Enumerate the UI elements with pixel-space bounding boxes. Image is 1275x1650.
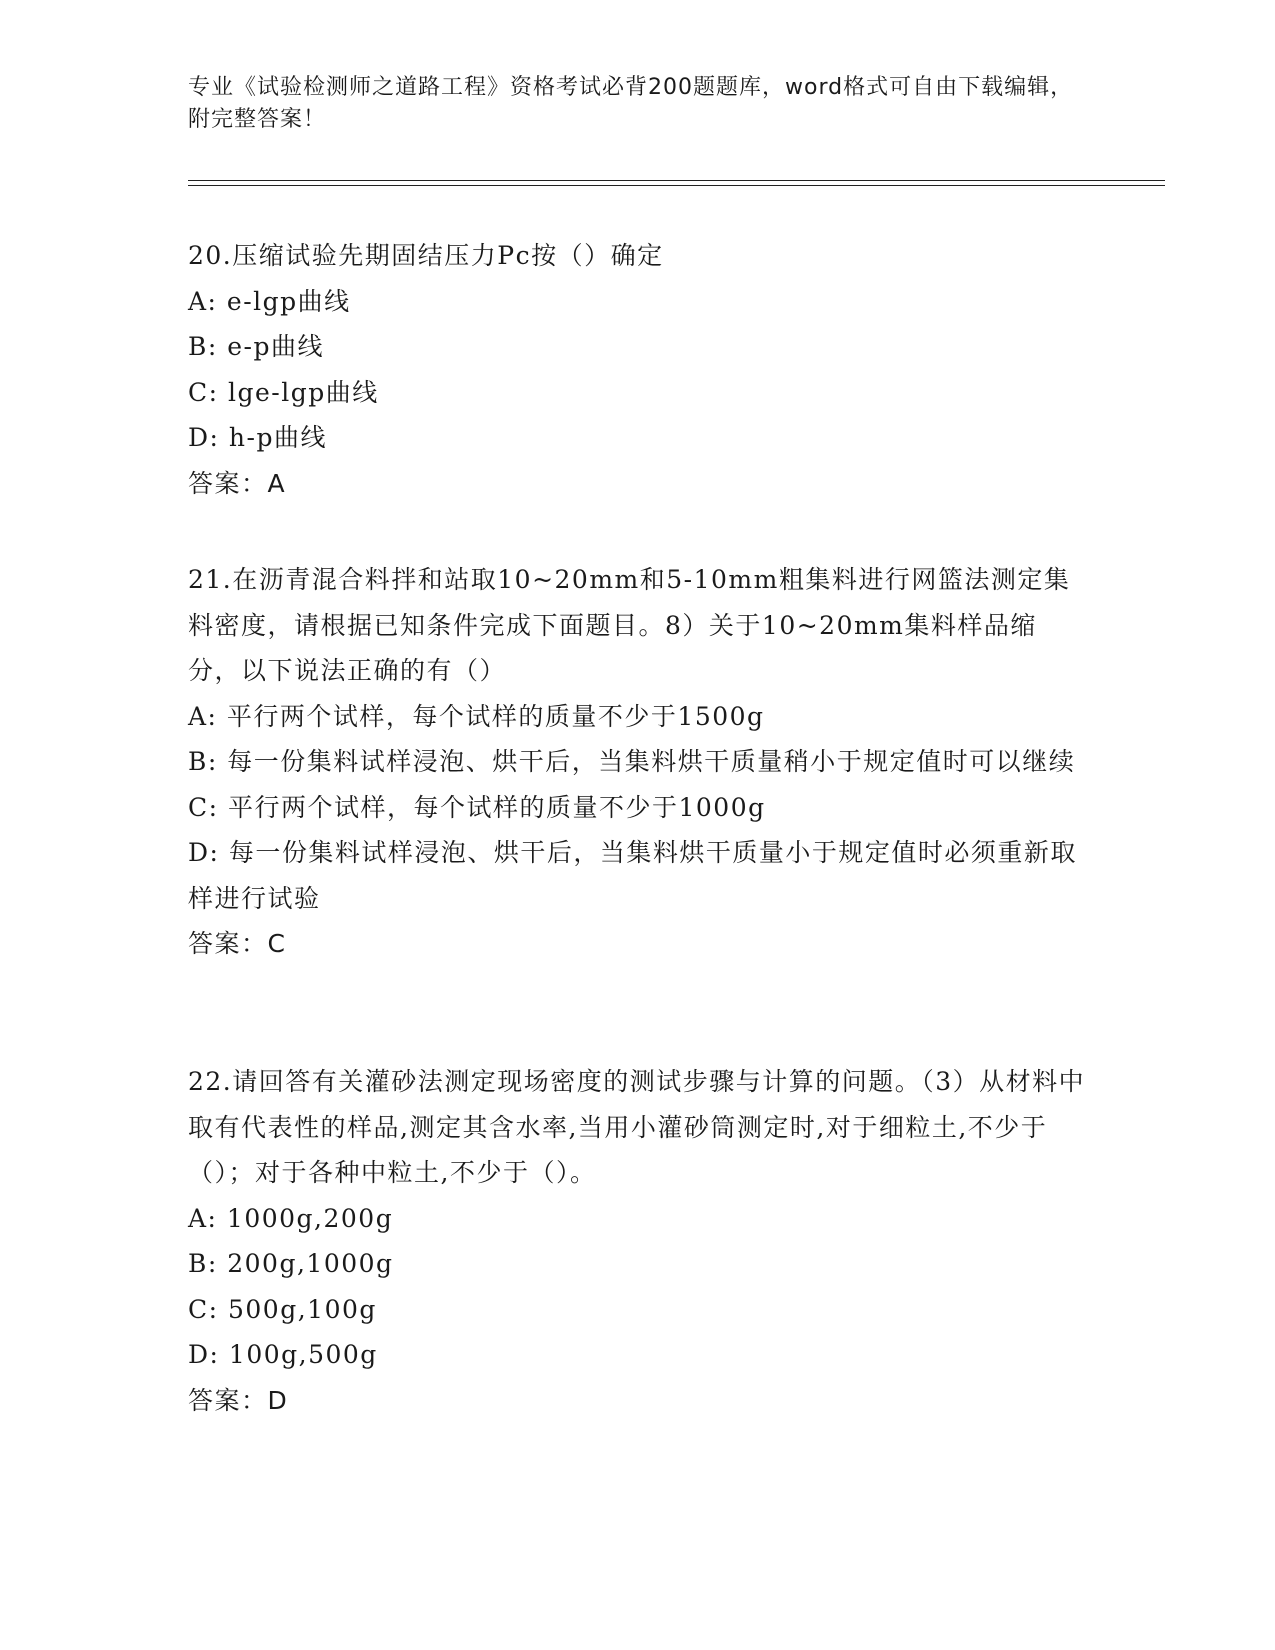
option-d: D: h-p曲线 (188, 423, 327, 452)
question-stem: 21.在沥青混合料拌和站取10~20mm和5-10mm粗集料进行网篮法测定集料密度，请根据已知条件完成下面题目。8）关于10~20mm集料样品缩分，以下说法正确的有（） (188, 565, 1071, 685)
question-stem: 20.压缩试验先期固结压力Pc按（）确定 (188, 241, 664, 270)
question-21 (188, 557, 1088, 967)
option-a: A: e-lgp曲线 (188, 286, 351, 316)
option-b: B: 200g,1000g (188, 1249, 394, 1278)
option-a: A: 平行两个试样，每个试样的质量不少于1500g (188, 701, 765, 731)
document-header: 专业《试验检测师之道路工程》资格考试必背200题题库，word格式可自由下载编辑，附完整答案！ (188, 75, 1074, 132)
option-d: D: 100g,500g (188, 1340, 378, 1369)
answer-line: 答案：D (188, 1385, 289, 1415)
option-b: B: e-p曲线 (188, 332, 324, 361)
option-c: C: 平行两个试样，每个试样的质量不少于1000g (188, 792, 766, 822)
option-d: D: 每一份集料试样浸泡、烘干后，当集料烘干质量小于规定值时必须重新取样进行试验 (188, 838, 1077, 913)
question-stem: 22.请回答有关灌砂法测定现场密度的测试步骤与计算的问题。（3）从材料中取有代表性的样品,测定其含水率,当用小灌砂筒测定时,对于细粒土,不少于（）；对于各种中粒土,不少于（）。 (188, 1067, 1086, 1187)
answer-line: 答案：C (188, 929, 287, 958)
option-c: C: lge-lgp曲线 (188, 377, 379, 407)
option-b: B: 每一份集料试样浸泡、烘干后，当集料烘干质量稍小于规定值时可以继续 (188, 747, 1076, 776)
answer-line: 答案：A (188, 468, 287, 498)
header-divider-top (188, 180, 1165, 181)
option-a: A: 1000g,200g (188, 1203, 394, 1233)
question-22 (188, 1059, 1088, 1423)
header-divider-bottom (188, 185, 1165, 186)
option-c: C: 500g,100g (188, 1294, 377, 1324)
question-20 (188, 233, 1088, 506)
